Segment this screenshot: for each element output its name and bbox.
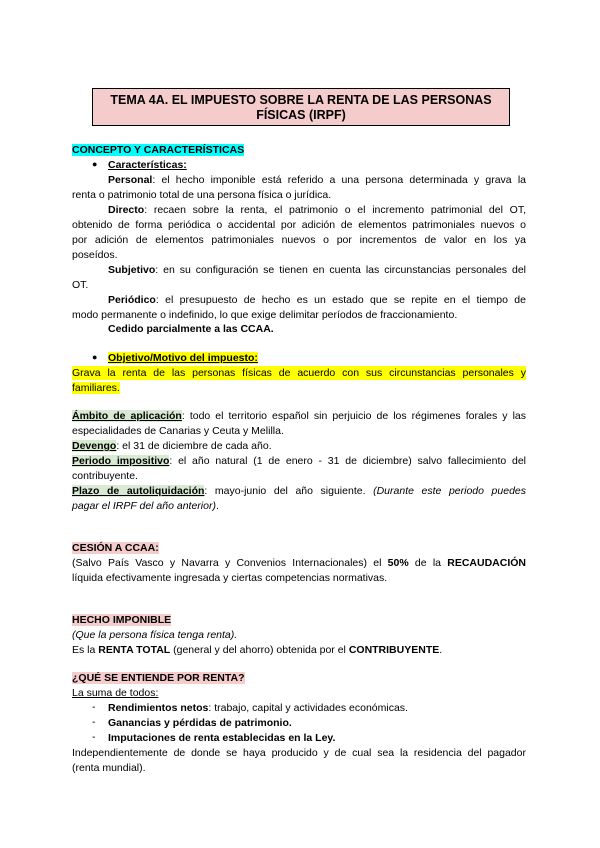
list-item: [108, 716, 292, 730]
dash-bullet-icon: -: [92, 716, 96, 728]
dash-bullet-icon: -: [92, 701, 96, 713]
periodico-label: Periódico: [108, 294, 156, 306]
dash-bullet-icon: -: [92, 731, 96, 743]
cesion-percent: 50%: [387, 557, 409, 569]
subjetivo-text-1: : en su configuración se tienen en cuenta las circunstancias personales del: [155, 264, 526, 276]
ambito-line-2: especialidades de Canarias y Ceuta y Melilla.: [72, 425, 284, 437]
objetivo-line-2: [72, 381, 120, 395]
objetivo-label: [108, 351, 258, 365]
list-item: [108, 701, 408, 715]
periodico-text-1: : el presupuesto de hecho es un estado que se repite en el tiempo de: [155, 294, 526, 306]
renta-closing-1: Independientemente de donde se haya producido y de cual sea la residencia del pagador: [72, 747, 526, 759]
periodo-line-2: contribuyente.: [72, 470, 138, 482]
renta-item-3-label: Imputaciones de renta establecidas en la Ley.: [108, 732, 336, 744]
periodo-line-1: [72, 454, 526, 468]
list-item: [108, 731, 335, 745]
renta-heading-text: ¿QUÉ SE ENTIENDE POR RENTA?: [72, 672, 245, 684]
devengo-label: Devengo: [72, 440, 117, 452]
personal-text-1: : el hecho imponible está referido a una persona determinada y grava la: [152, 174, 526, 186]
directo-text-1: : recaen sobre la renta, el patrimonio o el incremento patrimonial del OT,: [144, 204, 526, 216]
periodo-text-1: : el año natural (1 de enero - 31 de diciembre) salvo fallecimiento del: [169, 455, 526, 467]
renta-item-1-label: Rendimientos netos: [108, 702, 209, 714]
plazo-end: .: [215, 500, 219, 512]
hecho-contribuyente: CONTRIBUYENTE: [348, 644, 440, 656]
periodico-line-1: [108, 293, 526, 307]
ambito-text-1: : todo el territorio español sin perjuicio de los régimenes forales y las: [181, 410, 526, 422]
cesion-heading-text: CESIÓN A CCAA:: [72, 542, 159, 554]
cesion-text-1c: de la: [408, 557, 448, 569]
bullet-icon: ●: [92, 159, 98, 169]
plazo-note-2: pagar el IRPF del año anterior): [72, 500, 216, 512]
plazo-line-2: [72, 499, 219, 513]
cesion-line-1: [72, 556, 526, 570]
section-heading-renta: [72, 671, 245, 685]
plazo-note-1: (Durante este periodo puedes: [373, 485, 527, 497]
page-title: [92, 88, 510, 126]
cedido-text: Cedido parcialmente a las CCAA.: [108, 323, 274, 335]
ambito-label: Ámbito de aplicación: [72, 410, 182, 422]
hecho-text-e: .: [439, 644, 443, 656]
concepto-heading-text: CONCEPTO Y CARACTERÍSTICAS: [72, 144, 245, 156]
hecho-line: [72, 643, 442, 657]
ambito-line-1: [72, 409, 526, 423]
directo-line-4: poseídos.: [72, 249, 118, 261]
objetivo-text-2: familiares.: [72, 382, 120, 394]
directo-label: Directo: [108, 204, 145, 216]
hecho-text-c: (general y del ahorro) obtenida por el: [170, 644, 349, 656]
renta-intro: La suma de todos:: [72, 687, 159, 699]
hecho-text-a: Es la: [72, 644, 99, 656]
section-heading-cesion: [72, 541, 159, 555]
plazo-line-1: [72, 484, 526, 498]
objetivo-label-text: Objetivo/Motivo del impuesto:: [108, 352, 258, 364]
devengo-line: [72, 439, 272, 453]
cesion-line-2: líquida efectivamente ingresada y ciertas competencias normativas.: [72, 572, 388, 584]
cesion-recaudacion: RECAUDACIÓN: [447, 557, 526, 569]
bullet-icon: ●: [92, 352, 98, 362]
renta-item-1-text: : trabajo, capital y actividades económicas.: [208, 702, 408, 714]
hecho-note: (Que la persona física tenga renta).: [72, 629, 238, 641]
personal-line-2: renta o patrimonio total de una persona física o jurídica.: [72, 189, 332, 201]
cesion-text-1a: (Salvo País Vasco y Navarra y Convenios Internacionales) el: [72, 557, 388, 569]
directo-line-3: por adición de elementos patrimoniales nuevos o por incrementos de valor en los ya: [72, 234, 526, 246]
directo-line-2: obtenido de forma periódica o accidental por adición de elementos patrimoniales nuevos o: [72, 219, 526, 231]
directo-line-1: [108, 203, 526, 217]
section-heading-hecho: [72, 613, 171, 627]
section-heading-concepto: [72, 143, 244, 157]
subjetivo-label: Subjetivo: [108, 264, 156, 276]
title-text: TEMA 4A. EL IMPUESTO SOBRE LA RENTA DE LAS PERSONAS FÍSICAS (IRPF): [110, 93, 492, 122]
objetivo-line-1: Grava la renta de las personas físicas de acuerdo con sus circunstancias personales y: [72, 367, 526, 379]
devengo-text: : el 31 de diciembre de cada año.: [116, 440, 272, 452]
hecho-renta-total: RENTA TOTAL: [98, 644, 171, 656]
personal-label: Personal: [108, 174, 153, 186]
personal-line-1: [108, 173, 526, 187]
renta-item-2-label: Ganancias y pérdidas de patrimonio.: [108, 717, 292, 729]
hecho-heading-text: HECHO IMPONIBLE: [72, 614, 172, 626]
subjetivo-line-2: OT.: [72, 279, 89, 291]
plazo-label: Plazo de autoliquidación: [72, 485, 205, 497]
subjetivo-line-1: [108, 263, 526, 277]
periodico-line-2: modo permanente o indefinido, lo que exige delimitar períodos de fraccionamiento.: [72, 309, 458, 321]
renta-closing-2: (renta mundial).: [72, 762, 146, 774]
periodo-label: Periodo impositivo: [72, 455, 170, 467]
plazo-text: : mayo-junio del año siguiente.: [204, 485, 366, 497]
caracteristicas-label: Características:: [108, 159, 187, 171]
